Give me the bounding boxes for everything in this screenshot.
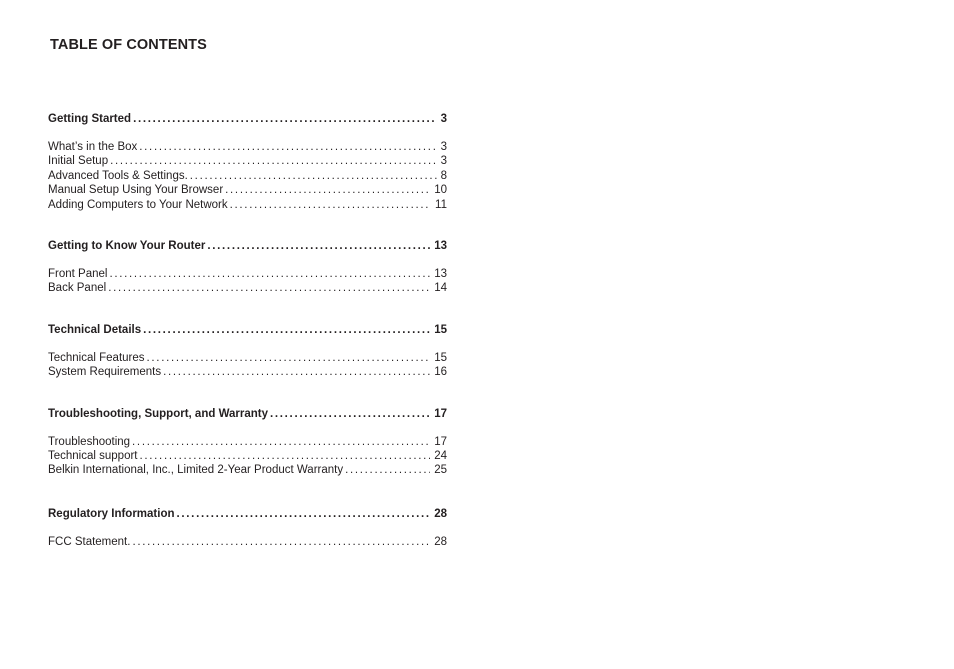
toc-section-technical-details — [48, 324, 447, 381]
toc-heading-label: Getting to Know Your Router — [48, 239, 206, 252]
toc-item-label: Adding Computers to Your Network — [48, 198, 228, 211]
toc-item-advanced-tools[interactable] — [48, 170, 447, 184]
toc-item-label: Advanced Tools & Settings. — [48, 169, 188, 182]
dot-leader — [132, 436, 430, 448]
toc-page-number: 15 — [434, 351, 447, 364]
dot-leader — [133, 113, 437, 125]
toc-page-number: 25 — [434, 464, 447, 477]
toc-item-troubleshooting[interactable] — [48, 436, 447, 450]
toc-page-number: 3 — [440, 141, 447, 153]
toc-page-number: 3 — [440, 155, 447, 168]
dot-leader — [132, 536, 430, 548]
toc-item-label: Manual Setup Using Your Browser — [48, 184, 224, 197]
toc-page-number: 10 — [434, 184, 447, 197]
dot-leader — [140, 450, 431, 462]
toc-item-technical-support[interactable] — [48, 450, 447, 464]
dot-leader — [108, 282, 430, 294]
toc-page-number: 15 — [434, 323, 447, 336]
toc-item-warranty[interactable] — [48, 464, 447, 478]
toc-heading-technical-details[interactable] — [48, 324, 447, 340]
dot-leader — [345, 464, 430, 476]
toc-heading-know-your-router[interactable] — [48, 240, 447, 256]
table-of-contents — [48, 113, 447, 577]
toc-heading-getting-started[interactable] — [48, 113, 447, 129]
toc-page-number: 3 — [440, 113, 447, 125]
toc-item-label: Technical support — [48, 449, 138, 462]
toc-item-adding-computers[interactable] — [48, 199, 447, 213]
toc-page-number: 17 — [434, 435, 447, 448]
toc-section-regulatory — [48, 508, 447, 550]
toc-heading-regulatory[interactable] — [48, 508, 447, 524]
toc-section-troubleshooting — [48, 408, 447, 479]
dot-leader — [190, 170, 437, 182]
dot-leader — [270, 408, 430, 420]
dot-leader — [139, 141, 436, 153]
dot-leader — [177, 508, 431, 520]
toc-heading-label: Regulatory Information — [48, 507, 175, 520]
toc-heading-troubleshooting[interactable] — [48, 408, 447, 424]
dot-leader — [147, 352, 431, 364]
dot-leader — [143, 324, 430, 336]
toc-item-label: System Requirements — [48, 366, 162, 379]
dot-leader — [230, 199, 431, 211]
toc-item-back-panel[interactable] — [48, 282, 447, 296]
toc-heading-label: Troubleshooting, Support, and Warranty — [48, 407, 268, 420]
toc-item-system-requirements[interactable] — [48, 366, 447, 380]
toc-item-label: Belkin International, Inc., Limited 2-Year Product Warranty — [48, 464, 344, 477]
toc-item-label: FCC Statement. — [48, 535, 131, 548]
toc-item-fcc-statement[interactable] — [48, 536, 447, 550]
toc-page-number: 17 — [434, 407, 447, 420]
toc-item-label: Front Panel — [48, 267, 108, 280]
toc-item-label: Troubleshooting — [48, 435, 131, 448]
toc-page-number: 14 — [434, 282, 447, 295]
toc-page-number: 13 — [434, 239, 447, 252]
toc-item-label: Initial Setup — [48, 155, 109, 168]
toc-item-label: Technical Features — [48, 351, 145, 364]
toc-page-number: 16 — [434, 366, 447, 379]
toc-page-number: 11 — [435, 198, 447, 211]
dot-leader — [110, 155, 436, 167]
page-title: TABLE OF CONTENTS — [50, 37, 207, 53]
toc-page-number: 13 — [434, 267, 447, 280]
toc-heading-label: Getting Started — [48, 113, 132, 125]
toc-section-know-your-router — [48, 240, 447, 297]
dot-leader — [109, 268, 430, 280]
toc-page-number: 8 — [440, 169, 447, 182]
toc-item-label: Back Panel — [48, 282, 107, 295]
dot-leader — [225, 184, 430, 196]
toc-item-front-panel[interactable] — [48, 268, 447, 282]
toc-item-initial-setup[interactable] — [48, 155, 447, 169]
dot-leader — [163, 366, 430, 378]
toc-section-getting-started — [48, 113, 447, 213]
toc-heading-label: Technical Details — [48, 323, 142, 336]
toc-page-number: 28 — [434, 507, 447, 520]
toc-page-number: 28 — [434, 535, 447, 548]
toc-item-whats-in-the-box[interactable] — [48, 141, 447, 155]
toc-item-manual-setup[interactable] — [48, 184, 447, 198]
toc-item-label: What’s in the Box — [48, 141, 138, 153]
toc-item-technical-features[interactable] — [48, 352, 447, 366]
dot-leader — [207, 240, 430, 252]
toc-page-number: 24 — [434, 449, 447, 462]
